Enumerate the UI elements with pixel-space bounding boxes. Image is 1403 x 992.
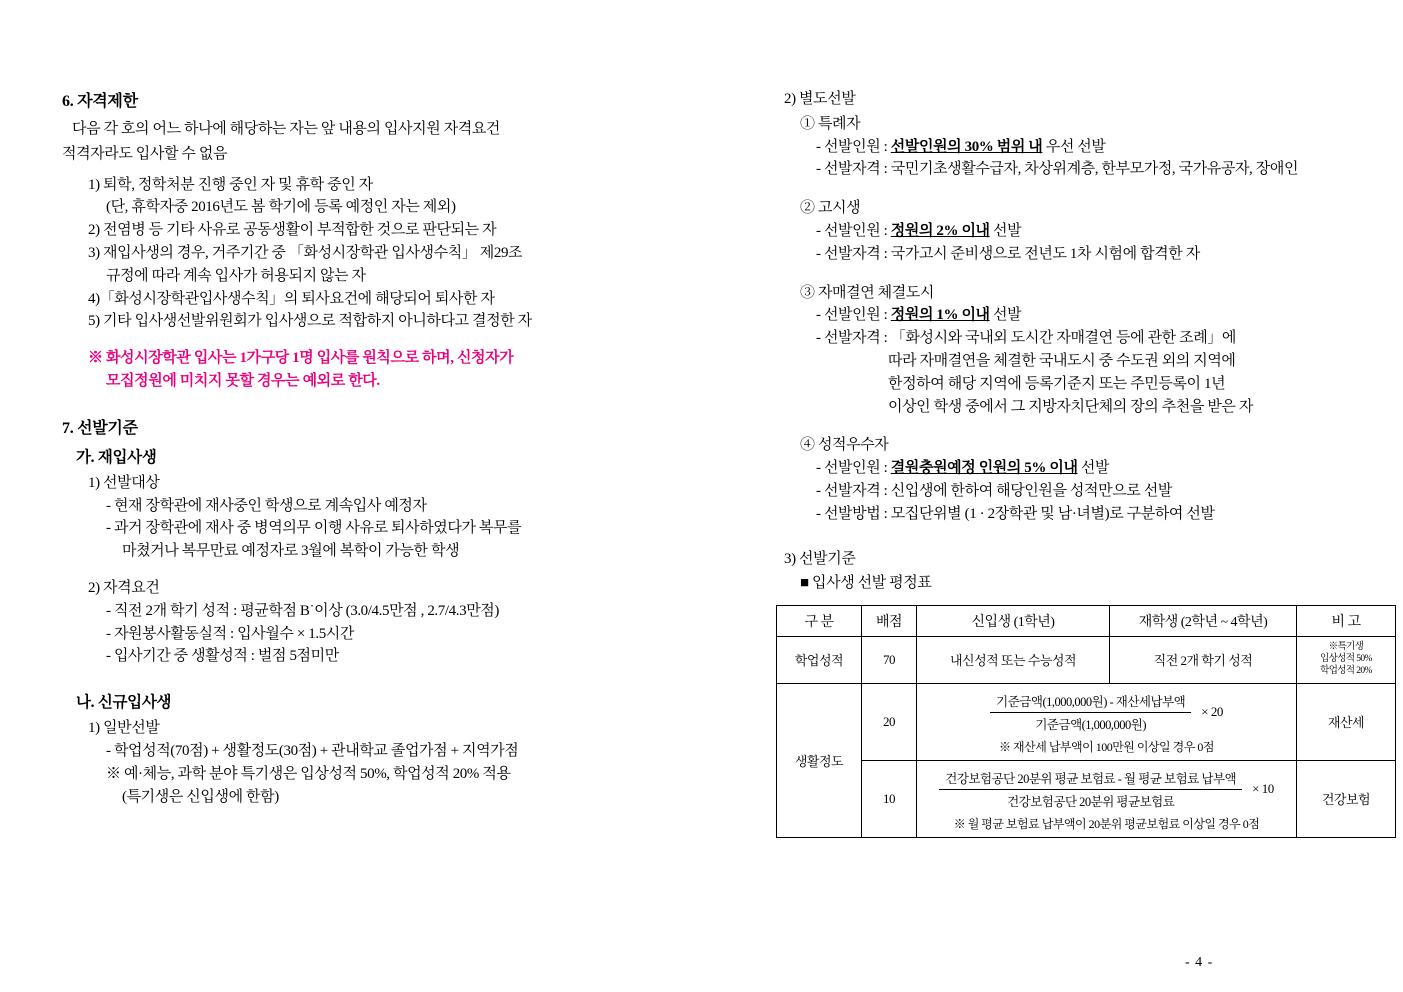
row3-denominator: 건강보험공단 20분위 평균보험료 — [1007, 794, 1175, 809]
ga-sub1-item-1: - 현재 장학관에 재사중인 학생으로 계속입사 예정자 — [106, 497, 427, 514]
table-row — [777, 683, 1396, 760]
na-sub1-heading: 1) 일반선발 — [88, 720, 160, 737]
section-6-heading: 6. 자격제한 — [62, 93, 138, 110]
header-freshman: 신입생 (1학년) — [917, 606, 1110, 637]
table-row — [777, 760, 1396, 837]
section-7-ga-heading: 가. 재입사생 — [76, 448, 157, 466]
section-7-heading: 7. 선발기준 — [62, 419, 138, 437]
table-row — [777, 637, 1396, 684]
section-6-item-2: 2) 전염병 등 기타 사유로 공동생활이 부적합한 것으로 판단되는 자 — [88, 222, 497, 239]
ga-sub2-item-2: - 자원봉사활동실적 : 입사월수 × 1.5시간 — [106, 625, 354, 642]
group-2-row-1-rest: 선발 — [989, 222, 1022, 239]
row2-fraction — [990, 691, 1191, 734]
ga-sub2-heading: 2) 자격요건 — [88, 579, 160, 596]
row2-formula-cell — [917, 683, 1297, 760]
left-column — [62, 88, 682, 808]
group-1-row-1-label: - 선발인원 : — [816, 138, 888, 155]
group-1-title: ① 특례자 — [800, 115, 861, 132]
score-table — [776, 605, 1396, 838]
group-4-row-2 — [816, 480, 1370, 503]
section-6-item-1-note: (단, 휴학자중 2016년도 봄 학기에 등록 예정인 자는 제외) — [106, 199, 456, 216]
score-table-wrapper — [776, 605, 1370, 838]
section-6-item-1: 1) 퇴학, 정학처분 진행 중인 자 및 휴학 중인 자 — [88, 176, 373, 193]
row2-multiplier: × 20 — [1201, 704, 1223, 720]
table-header-row — [777, 606, 1396, 637]
header-returning: 재학생 (2학년 ~ 4학년) — [1110, 606, 1297, 637]
group-4-title: ④ 성적우수자 — [800, 437, 889, 454]
section-6-item-3-cont: 규정에 따라 계속 입사가 허용되지 않는 자 — [106, 267, 366, 284]
na-sub1-item-2: ※ 예·체능, 과학 분야 특기생은 입상성적 50%, 학업성적 20% 적용 — [106, 765, 511, 782]
row1-score: 70 — [862, 637, 917, 684]
group-4-row-1-strong: 결원충원예정 인원의 5% 이내 — [890, 460, 1078, 477]
group-3-row-2-label: - 선발자격 : — [816, 330, 888, 347]
row3-formula — [920, 766, 1293, 811]
group-4-row-2-rest: 신입생에 한하여 해당인원을 성적만으로 선발 — [890, 482, 1172, 499]
section-2-heading: 2) 별도선발 — [784, 91, 856, 107]
group-4-row-1-rest: 선발 — [1077, 460, 1110, 477]
group-4-row-3-label: - 선발방법 : — [816, 505, 888, 522]
row3-remarks: 건강보험 — [1297, 760, 1396, 837]
ga-sub1-item-2: - 과거 장학관에 재사 중 병역의무 이행 사유로 퇴사하였다가 복무를 — [106, 520, 522, 537]
group-2-row-1-label: - 선발인원 : — [816, 222, 888, 239]
row3-note: ※ 월 평균 보험료 납부액이 20분위 평균보험료 이상일 경우 0점 — [953, 816, 1260, 831]
group-4-row-3 — [816, 503, 1370, 526]
header-gubun: 구 분 — [777, 606, 862, 637]
ga-sub1-heading: 1) 선발대상 — [88, 474, 160, 491]
group-4-row-1-label: - 선발인원 : — [816, 460, 888, 477]
group-4-row-3-rest: 모집단위별 (1 · 2장학관 및 남·녀별)로 구분하여 선발 — [890, 505, 1215, 522]
header-remarks: 비 고 — [1297, 606, 1396, 637]
group-4-row-1 — [816, 457, 1370, 480]
group-2-row-1 — [816, 220, 1370, 243]
section-3-heading: 3) 선발기준 — [784, 550, 856, 567]
group-1-row-2-label: - 선발자격 : — [816, 161, 888, 178]
row1-remark-line-3: 학업성적 20% — [1320, 665, 1372, 676]
group-3-row-1 — [816, 304, 1370, 327]
row2-remarks: 재산세 — [1297, 683, 1396, 760]
header-score: 배점 — [862, 606, 917, 637]
right-column — [770, 88, 1370, 838]
section-6-highlight-note-line-1 — [88, 347, 682, 370]
group-3-cont-1: 따라 자매결연을 체결한 국내도시 중 수도권 외의 지역에 — [888, 352, 1236, 369]
highlight-note-tail: 으로 하며, 신청자가 — [390, 350, 514, 367]
ga-sub1-item-2-cont: 마쳤거나 복무만료 예정자로 3월에 복학이 가능한 학생 — [122, 543, 460, 560]
group-1-row-1 — [816, 136, 1370, 159]
section-6-item-4: 4)「화성시장학관입사생수칙」의 퇴사요건에 해당되어 퇴사한 자 — [88, 290, 495, 307]
group-3-row-2 — [816, 327, 1370, 350]
group-2-title: ② 고시생 — [800, 200, 861, 217]
section-6-item-5: 5) 기타 입사생선발위원회가 입사생으로 적합하지 아니하다고 결정한 자 — [88, 313, 532, 330]
row1-gubun: 학업성적 — [777, 637, 862, 684]
group-1-row-1-strong: 선발인원의 30% 범위 내 — [890, 138, 1043, 155]
section-7-na-heading: 나. 신규입사생 — [76, 694, 172, 712]
row2-numerator: 기준금액(1,000,000원) - 재산세납부액 — [990, 691, 1191, 713]
row1-remark-line-2: 입상성적 50% — [1320, 654, 1372, 665]
group-2-row-2 — [816, 243, 1370, 266]
group-2-row-2-rest: 국가고시 준비생으로 전년도 1차 시험에 합격한 자 — [890, 245, 1200, 262]
group-1-row-1-rest: 우선 선발 — [1042, 138, 1106, 155]
row1-returning: 직전 2개 학기 성적 — [1110, 637, 1297, 684]
group-3-cont-2: 한정하여 해당 지역에 등록기준지 또는 주민등록이 1년 — [888, 375, 1226, 392]
row3-multiplier: × 10 — [1252, 781, 1274, 797]
row3-fraction — [939, 768, 1242, 811]
ga-sub2-item-1: - 직전 2개 학기 성적 : 평균학점 B˙이상 (3.0/4.5만점 , 2.7/4.3만점) — [106, 602, 499, 619]
na-sub1-item-2-cont: (특기생은 신입생에 한함) — [122, 788, 279, 805]
row2-note: ※ 재산세 납부액이 100만원 이상일 경우 0점 — [999, 739, 1214, 754]
group-2-row-1-strong: 정원의 2% 이내 — [890, 222, 990, 239]
row2-denominator: 기준금액(1,000,000원) — [1035, 717, 1147, 732]
row1-freshman: 내신성적 또는 수능성적 — [917, 637, 1110, 684]
ga-sub2-item-3: - 입사기간 중 생활성적 : 벌점 5점미만 — [106, 648, 339, 665]
section-6-item-3: 3) 재입사생의 경우, 거주기간 중 「화성시장학관 입사생수칙」 제29조 — [88, 244, 523, 261]
group-1-row-2 — [816, 158, 1370, 181]
row1-remarks — [1297, 637, 1396, 684]
group-3-row-1-rest: 선발 — [989, 307, 1022, 324]
row2-gubun: 생활정도 — [777, 683, 862, 837]
row3-formula-cell — [917, 760, 1297, 837]
row3-score: 10 — [862, 760, 917, 837]
group-2-row-2-label: - 선발자격 : — [816, 245, 888, 262]
page-number: - 4 - — [1185, 955, 1214, 970]
group-3-row-2-rest: 「화성시와 국내외 도시간 자매결연 등에 관한 조례」에 — [890, 330, 1236, 347]
group-4-row-2-label: - 선발자격 : — [816, 482, 888, 499]
row3-numerator: 건강보험공단 20분위 평균 보험료 - 월 평균 보험료 납부액 — [939, 768, 1242, 790]
na-sub1-item-1: - 학업성적(70점) + 생활정도(30점) + 관내학교 졸업가점 + 지역가점 — [106, 742, 519, 759]
section-3-bullet: ■ 입사생 선발 평정표 — [800, 575, 932, 592]
group-3-cont-3: 이상인 학생 중에서 그 지방자치단체의 장의 추천을 받은 자 — [888, 398, 1253, 415]
group-3-row-1-label: - 선발인원 : — [816, 307, 888, 324]
highlight-note-strong: ※ 화성시장학관 입사는 1가구당 1명 입사를 원칙 — [88, 350, 391, 367]
row1-remark-line-1: ※특기생 — [1328, 642, 1364, 653]
section-6-lead-line-2: 적격자라도 입사할 수 없음 — [62, 145, 228, 162]
row2-formula — [920, 689, 1293, 734]
group-3-title: ③ 자매결연 체결도시 — [800, 284, 935, 301]
row2-score: 20 — [862, 683, 917, 760]
section-6-lead-line-1: 다음 각 호의 어느 하나에 해당하는 자는 앞 내용의 입사지원 자격요건 — [72, 121, 501, 137]
group-1-row-2-rest: 국민기초생활수급자, 차상위계층, 한부모가정, 국가유공자, 장애인 — [890, 161, 1299, 178]
group-3-row-1-strong: 정원의 1% 이내 — [890, 307, 990, 324]
section-6-highlight-note-line-2: 모집정원에 미치지 못할 경우는 예외로 한다. — [106, 372, 380, 389]
